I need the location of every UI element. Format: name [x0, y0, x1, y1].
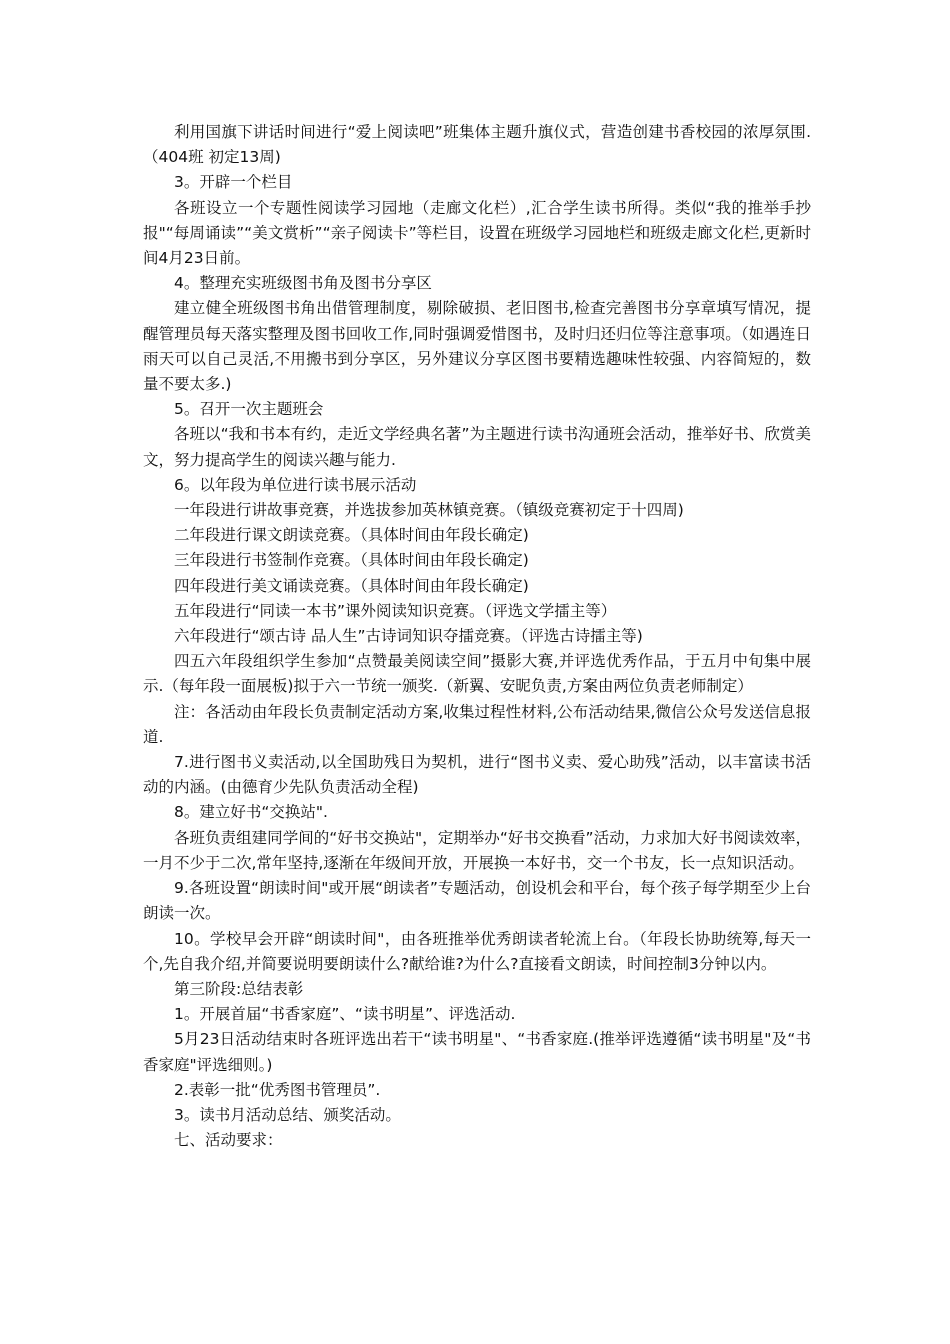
paragraph: 六年段进行“颂古诗 品人生”古诗词知识夺擂竞赛。（评选古诗擂主等): [174, 627, 643, 646]
paragraph: 7.进行图书义卖活动,以全国助残日为契机，进行“图书义卖、爱心助残”活动，以丰富读书活动的内涵。(由德育少先队负责活动全程): [143, 753, 811, 797]
stage-heading: 第三阶段:总结表彰: [174, 979, 304, 998]
paragraph: 5月23日活动结束时各班评选出若干“读书明星"、“书香家庭.(推举评选遵循“读书明星"及“书香家庭"评选细则。): [143, 1030, 811, 1074]
paragraph: 9.各班设置“朗读时间"或开展“朗读者”专题活动，创设机会和平台，每个孩子每学期至少上台朗读一次。: [143, 879, 811, 923]
paragraph: 四五六年段组织学生参加“点赞最美阅读空间”摄影大赛,并评选优秀作品，于五月中旬集中展示.（每年段一面展板)拟于六一节统一颁奖.（新翼、安昵负责,方案由两位负责老师制定）: [143, 652, 811, 696]
paragraph: 建立健全班级图书角出借管理制度，剔除破损、老旧图书,检查完善图书分享章填写情况，提醒管理员每天落实整理及图书回收工作,同时强调爱惜图书，及时归还归位等注意事项。（如遇连日雨天可以自己灵活,不用搬书到分享区，另外建议分享区图书要精选趣味性较强、内容简短的，数量不要太多.): [143, 299, 811, 394]
paragraph: 各班负责组建同学间的“好书交换站"，定期举办“好书交换看”活动，力求加大好书阅读效率，一月不少于二次,常年坚持,逐渐在年级间开放，开展换一本好书，交一个书友，长一点知识活动。: [143, 828, 811, 872]
section-heading: 6。以年段为单位进行读书展示活动: [174, 475, 417, 494]
section-heading: 5。召开一次主题班会: [174, 400, 324, 419]
paragraph: 各班设立一个专题性阅读学习园地（走廊文化栏）,汇合学生读书所得。类似“我的推举手抄报"“每周诵读”“美文赏析”“亲子阅读卡”等栏目，设置在班级学习园地栏和班级走廊文化栏,更新时间4月23日前。: [143, 198, 811, 268]
paragraph: 各班以“我和书本有约，走近文学经典名著”为主题进行读书沟通班会活动，推举好书、欣赏美文，努力提高学生的阅读兴趣与能力.: [143, 425, 811, 469]
section-heading: 2.表彰一批“优秀图书管理员”.: [174, 1080, 381, 1099]
paragraph: 二年段进行课文朗读竞赛。（具体时间由年段长确定): [174, 526, 529, 545]
section-heading: 3。开辟一个栏目: [174, 173, 293, 192]
section-heading: 8。建立好书“交换站".: [174, 803, 328, 822]
paragraph: 利用国旗下讲话时间进行“爱上阅读吧”班集体主题升旗仪式，营造创建书香校园的浓厚氛围.（404班 初定13周): [143, 123, 811, 167]
section-heading: 4。整理充实班级图书角及图书分享区: [174, 274, 432, 293]
paragraph: 一年段进行讲故事竞赛，并选拔参加英林镇竞赛。（镇级竞赛初定于十四周): [174, 501, 684, 520]
note-paragraph: 注：各活动由年段长负责制定活动方案,收集过程性材料,公布活动结果,微信公众号发送信息报道.: [143, 702, 811, 746]
paragraph: 五年段进行“同读一本书”课外阅读知识竞赛。（评选文学擂主等）: [174, 601, 617, 620]
paragraph: 10。学校早会开辟“朗读时间"，由各班推举优秀朗读者轮流上台。（年段长协助统筹,每天一个,先自我介绍,并简要说明要朗读什么?献给谁?为什么?直接看文朗读，时间控制3分钟以内。: [143, 929, 811, 973]
paragraph: 四年段进行美文诵读竞赛。（具体时间由年段长确定): [174, 576, 529, 595]
section-heading: 1。开展首届“书香家庭”、“读书明星”、评选活动.: [174, 1005, 516, 1024]
paragraph: 三年段进行书签制作竞赛。（具体时间由年段长确定): [174, 551, 529, 570]
chapter-heading: 七、活动要求：: [174, 1131, 283, 1150]
document-body: [143, 120, 811, 1153]
section-heading: 3。读书月活动总结、颁奖活动。: [174, 1105, 401, 1124]
